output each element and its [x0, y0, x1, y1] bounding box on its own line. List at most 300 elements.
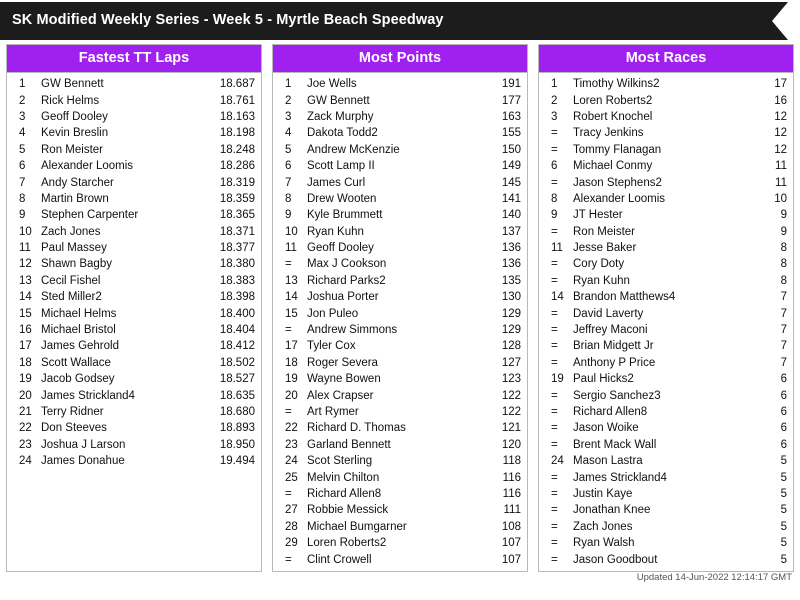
row-value: 12 [774, 127, 787, 140]
row-rank: = [551, 422, 558, 435]
row-rank: 29 [285, 537, 298, 550]
row-name: Sergio Sanchez3 [573, 389, 661, 402]
leaderboard-columns [6, 44, 794, 572]
row-name: Tracy Jenkins [573, 127, 644, 140]
row-name: Jesse Baker [573, 242, 637, 255]
row-rank: 9 [551, 209, 558, 222]
row-name: GW Bennett [307, 94, 370, 107]
table-row [539, 174, 793, 190]
row-name: Alexander Loomis [41, 160, 134, 173]
row-value: 155 [501, 127, 521, 140]
row-rank: 2 [285, 94, 292, 107]
table-row [7, 289, 261, 305]
row-name: Richard D. Thomas [307, 422, 406, 435]
row-name: Loren Roberts2 [573, 94, 653, 107]
table-row [539, 109, 793, 125]
row-name: Michael Conmy [573, 160, 653, 173]
row-name: Joshua Porter [307, 291, 379, 304]
row-value: 18.404 [219, 324, 255, 337]
row-rank: 8 [551, 192, 558, 205]
row-name: James Donahue [41, 455, 125, 468]
table-row [7, 92, 261, 108]
row-rank: = [551, 389, 558, 402]
row-value: 108 [501, 520, 521, 533]
row-rank: 27 [285, 504, 298, 517]
row-rank: = [285, 487, 292, 500]
column-title-most-points: Most Points [273, 45, 527, 73]
row-name: James Gehrold [41, 340, 119, 353]
row-rank: = [551, 258, 558, 271]
row-rank: 4 [285, 127, 292, 140]
table-row [273, 305, 527, 321]
row-rank: = [285, 324, 292, 337]
row-value: 128 [501, 340, 521, 353]
row-name: Art Rymer [307, 406, 359, 418]
banner-notch [772, 2, 788, 40]
table-row [7, 355, 261, 371]
row-rank: 3 [551, 110, 558, 123]
row-value: 149 [501, 160, 521, 173]
row-rank: 10 [19, 225, 32, 238]
table-row [273, 158, 527, 174]
row-name: GW Bennett [41, 78, 104, 91]
table-row [273, 224, 527, 240]
table-row [7, 174, 261, 190]
table-row [7, 338, 261, 354]
row-rank: 24 [551, 455, 564, 468]
row-name: Anthony P Price [573, 356, 656, 369]
table-row [539, 437, 793, 453]
row-rank: 10 [285, 225, 298, 238]
row-rank: 5 [19, 143, 26, 156]
row-name: Shawn Bagby [41, 258, 112, 271]
row-value: 118 [502, 455, 521, 468]
row-name: Andrew Simmons [307, 324, 398, 337]
row-value: 9 [780, 225, 787, 238]
table-row [7, 158, 261, 174]
table-row [273, 355, 527, 371]
row-rank: 25 [285, 471, 298, 484]
table-row [273, 207, 527, 223]
row-rank: = [551, 438, 558, 451]
row-value: 127 [501, 356, 521, 369]
row-name: Melvin Chilton [307, 471, 380, 484]
row-rank: 6 [551, 160, 558, 173]
row-rank: = [551, 225, 558, 238]
row-value: 18.687 [219, 78, 255, 91]
table-row [7, 420, 261, 436]
row-rank: 19 [285, 373, 298, 386]
table-row [7, 273, 261, 289]
row-value: 191 [501, 78, 521, 91]
row-rank: = [551, 176, 558, 189]
table-row [539, 338, 793, 354]
table-row [273, 535, 527, 551]
table-row [273, 256, 527, 272]
table-row [539, 76, 793, 92]
table-row [273, 486, 527, 502]
row-name: Alexander Loomis [573, 192, 666, 205]
row-name: Zack Murphy [307, 110, 374, 123]
row-name: Scott Lamp II [307, 160, 375, 173]
row-name: Ryan Walsh [573, 537, 635, 550]
table-row [7, 240, 261, 256]
row-name: Jon Puleo [307, 307, 359, 320]
row-rank: 8 [285, 192, 292, 205]
row-value: 6 [780, 389, 787, 402]
row-rank: 24 [19, 455, 32, 468]
row-name: Jason Stephens2 [573, 176, 662, 189]
row-rank: 13 [285, 274, 298, 287]
table-row [539, 273, 793, 289]
row-name: Scot Sterling [307, 455, 373, 468]
table-row [539, 355, 793, 371]
table-row [539, 535, 793, 551]
row-rank: 1 [285, 78, 292, 91]
table-row [539, 240, 793, 256]
row-rank: = [551, 537, 558, 550]
row-name: Alex Crapser [307, 389, 374, 402]
row-rank: 21 [19, 406, 32, 418]
row-name: Cory Doty [573, 258, 625, 271]
row-value: 18.383 [219, 274, 255, 287]
row-rank: = [551, 307, 558, 320]
table-row [7, 387, 261, 403]
row-value: 136 [501, 242, 521, 255]
row-rank: 15 [19, 307, 32, 320]
table-row [273, 502, 527, 518]
column-fastest-tt-laps [6, 44, 262, 572]
row-rank: = [551, 504, 558, 517]
row-value: 18.502 [219, 356, 255, 369]
row-value: 18.761 [219, 94, 255, 107]
row-value: 12 [774, 110, 787, 123]
row-name: Timothy Wilkins2 [573, 78, 660, 91]
row-rank: 15 [285, 307, 298, 320]
row-value: 18.680 [219, 406, 255, 418]
table-row [7, 224, 261, 240]
row-rank: 24 [285, 455, 298, 468]
row-value: 5 [780, 455, 787, 468]
rows-most-races [539, 73, 793, 571]
row-value: 111 [503, 504, 521, 517]
row-value: 129 [501, 324, 521, 337]
table-row [273, 92, 527, 108]
row-rank: = [551, 340, 558, 353]
table-row [539, 142, 793, 158]
table-row [273, 289, 527, 305]
row-name: Zach Jones [573, 520, 633, 533]
row-rank: 28 [285, 520, 298, 533]
row-name: Kyle Brummett [307, 209, 383, 222]
table-row [273, 174, 527, 190]
row-rank: = [551, 356, 558, 369]
table-row [539, 420, 793, 436]
row-value: 122 [501, 406, 521, 418]
row-rank: 11 [19, 242, 31, 255]
row-name: Justin Kaye [573, 487, 633, 500]
row-rank: 5 [285, 143, 292, 156]
table-row [273, 371, 527, 387]
row-name: Tommy Flanagan [573, 143, 662, 156]
page-title: SK Modified Weekly Series - Week 5 - Myrtle Beach Speedway [12, 12, 444, 28]
row-name: Garland Bennett [307, 438, 391, 451]
column-title-most-races: Most Races [539, 45, 793, 73]
row-name: Jason Goodbout [573, 553, 658, 566]
row-value: 150 [501, 143, 521, 156]
table-row [7, 437, 261, 453]
table-row [273, 142, 527, 158]
row-name: Brian Midgett Jr [573, 340, 654, 353]
row-rank: 6 [19, 160, 26, 173]
row-value: 18.950 [219, 438, 255, 451]
row-rank: 11 [285, 242, 297, 255]
table-row [539, 551, 793, 567]
row-value: 11 [775, 176, 787, 189]
row-rank: 22 [285, 422, 298, 435]
table-row [539, 305, 793, 321]
table-row [273, 404, 527, 420]
row-value: 18.377 [219, 242, 255, 255]
row-value: 18.398 [219, 291, 255, 304]
row-value: 116 [502, 471, 521, 484]
row-rank: 2 [19, 94, 26, 107]
row-name: Andrew McKenzie [307, 143, 400, 156]
column-title-fastest-tt-laps: Fastest TT Laps [7, 45, 261, 73]
table-row [273, 519, 527, 535]
row-value: 7 [780, 291, 787, 304]
row-rank: = [551, 143, 558, 156]
row-name: Jeffrey Maconi [573, 324, 648, 337]
row-value: 18.893 [219, 422, 255, 435]
row-name: Rick Helms [41, 94, 100, 107]
row-rank: 14 [551, 291, 564, 304]
table-row [273, 469, 527, 485]
column-most-points [272, 44, 528, 572]
table-row [273, 109, 527, 125]
table-row [539, 404, 793, 420]
row-value: 8 [780, 242, 787, 255]
row-value: 18.527 [219, 373, 255, 386]
row-value: 18.319 [219, 176, 255, 189]
row-name: Dakota Todd2 [307, 127, 378, 140]
row-name: Geoff Dooley [307, 242, 374, 255]
table-row [273, 420, 527, 436]
row-name: Michael Bumgarner [307, 520, 407, 533]
table-row [273, 453, 527, 469]
row-name: Joe Wells [307, 78, 357, 91]
row-name: Paul Hicks2 [573, 373, 634, 386]
row-value: 130 [501, 291, 521, 304]
table-row [273, 125, 527, 141]
row-value: 18.412 [219, 340, 255, 353]
rows-most-points [273, 73, 527, 571]
table-row [7, 207, 261, 223]
row-rank: 6 [285, 160, 292, 173]
table-row [7, 76, 261, 92]
table-row [539, 256, 793, 272]
table-row [539, 519, 793, 535]
table-row [273, 551, 527, 567]
table-row [273, 387, 527, 403]
row-rank: 3 [285, 110, 292, 123]
row-rank: = [551, 553, 558, 566]
row-rank: 17 [19, 340, 32, 353]
table-row [7, 305, 261, 321]
table-row [539, 387, 793, 403]
row-value: 18.380 [219, 258, 255, 271]
row-value: 18.248 [219, 143, 255, 156]
row-name: Richard Parks2 [307, 274, 386, 287]
row-rank: 7 [285, 176, 292, 189]
row-name: Cecil Fishel [41, 274, 101, 287]
row-name: Mason Lastra [573, 455, 643, 468]
table-row [539, 502, 793, 518]
row-rank: = [285, 406, 292, 418]
row-rank: 11 [551, 242, 563, 255]
row-value: 6 [780, 422, 787, 435]
row-name: Ron Meister [573, 225, 635, 238]
row-rank: 9 [285, 209, 292, 222]
row-name: Max J Cookson [307, 258, 387, 271]
row-rank: = [551, 127, 558, 140]
row-value: 5 [780, 553, 787, 566]
row-value: 135 [501, 274, 521, 287]
row-name: David Laverty [573, 307, 644, 320]
table-row [273, 191, 527, 207]
row-rank: = [285, 258, 292, 271]
table-row [273, 437, 527, 453]
row-rank: 20 [19, 389, 32, 402]
row-value: 7 [780, 307, 787, 320]
row-name: JT Hester [573, 209, 623, 222]
row-value: 5 [780, 487, 787, 500]
row-name: Ryan Kuhn [573, 274, 630, 287]
table-row [273, 338, 527, 354]
table-row [7, 404, 261, 420]
table-row [539, 207, 793, 223]
column-most-races [538, 44, 794, 572]
row-value: 123 [501, 373, 521, 386]
row-name: Sted Miller2 [41, 291, 102, 304]
row-rank: 23 [285, 438, 298, 451]
row-value: 18.400 [219, 307, 255, 320]
row-rank: 12 [19, 258, 32, 271]
row-value: 18.163 [219, 110, 255, 123]
row-rank: = [285, 553, 292, 566]
row-value: 129 [501, 307, 521, 320]
row-value: 18.371 [219, 225, 255, 238]
row-rank: = [551, 471, 558, 484]
table-row [539, 289, 793, 305]
row-value: 7 [780, 324, 787, 337]
row-name: Ron Meister [41, 143, 103, 156]
row-rank: 19 [551, 373, 564, 386]
row-name: Richard Allen8 [307, 487, 382, 500]
table-row [539, 322, 793, 338]
row-rank: 4 [19, 127, 26, 140]
table-row [7, 371, 261, 387]
row-value: 18.198 [219, 127, 255, 140]
rows-fastest-tt-laps [7, 73, 261, 472]
table-row [273, 273, 527, 289]
row-value: 116 [502, 487, 521, 500]
row-name: James Curl [307, 176, 366, 189]
table-row [7, 191, 261, 207]
row-name: James Strickland4 [573, 471, 667, 484]
table-row [539, 486, 793, 502]
row-rank: 8 [19, 192, 26, 205]
row-rank: 22 [19, 422, 32, 435]
table-row [7, 256, 261, 272]
header-banner [0, 0, 800, 42]
row-rank: 17 [285, 340, 298, 353]
row-value: 10 [774, 192, 787, 205]
row-value: 145 [501, 176, 521, 189]
row-rank: 1 [551, 78, 558, 91]
row-rank: = [551, 324, 558, 337]
row-rank: 18 [285, 356, 298, 369]
table-row [539, 371, 793, 387]
row-value: 12 [774, 143, 787, 156]
row-rank: 14 [19, 291, 32, 304]
row-value: 120 [501, 438, 521, 451]
row-value: 107 [501, 537, 521, 550]
row-rank: = [551, 487, 558, 500]
row-name: Joshua J Larson [41, 438, 126, 451]
row-name: Scott Wallace [41, 356, 111, 369]
row-rank: 9 [19, 209, 26, 222]
row-value: 8 [780, 274, 787, 287]
row-rank: 7 [19, 176, 26, 189]
row-value: 7 [780, 356, 787, 369]
row-name: Kevin Breslin [41, 127, 109, 140]
row-rank: 16 [19, 324, 32, 337]
row-value: 18.635 [219, 389, 255, 402]
row-name: Brandon Matthews4 [573, 291, 676, 304]
row-value: 18.286 [219, 160, 255, 173]
row-name: Robbie Messick [307, 504, 389, 517]
row-name: Loren Roberts2 [307, 537, 387, 550]
row-rank: 2 [551, 94, 558, 107]
row-rank: = [551, 274, 558, 287]
row-name: Brent Mack Wall [573, 438, 657, 451]
row-value: 6 [780, 373, 787, 386]
row-value: 5 [780, 471, 787, 484]
row-name: Paul Massey [41, 242, 107, 255]
row-name: Don Steeves [41, 422, 107, 435]
table-row [539, 125, 793, 141]
row-value: 122 [501, 389, 521, 402]
table-row [7, 125, 261, 141]
row-rank: 23 [19, 438, 32, 451]
row-name: Stephen Carpenter [41, 209, 139, 222]
table-row [7, 109, 261, 125]
row-rank: 18 [19, 356, 32, 369]
row-rank: 13 [19, 274, 32, 287]
row-name: Jonathan Knee [573, 504, 651, 517]
row-value: 5 [780, 520, 787, 533]
row-value: 19.494 [219, 455, 255, 468]
row-value: 6 [780, 406, 787, 418]
row-value: 9 [780, 209, 787, 222]
row-rank: 14 [285, 291, 298, 304]
row-name: James Strickland4 [41, 389, 135, 402]
row-name: Drew Wooten [307, 192, 377, 205]
table-row [539, 453, 793, 469]
row-name: Wayne Bowen [307, 373, 381, 386]
row-name: Geoff Dooley [41, 110, 108, 123]
